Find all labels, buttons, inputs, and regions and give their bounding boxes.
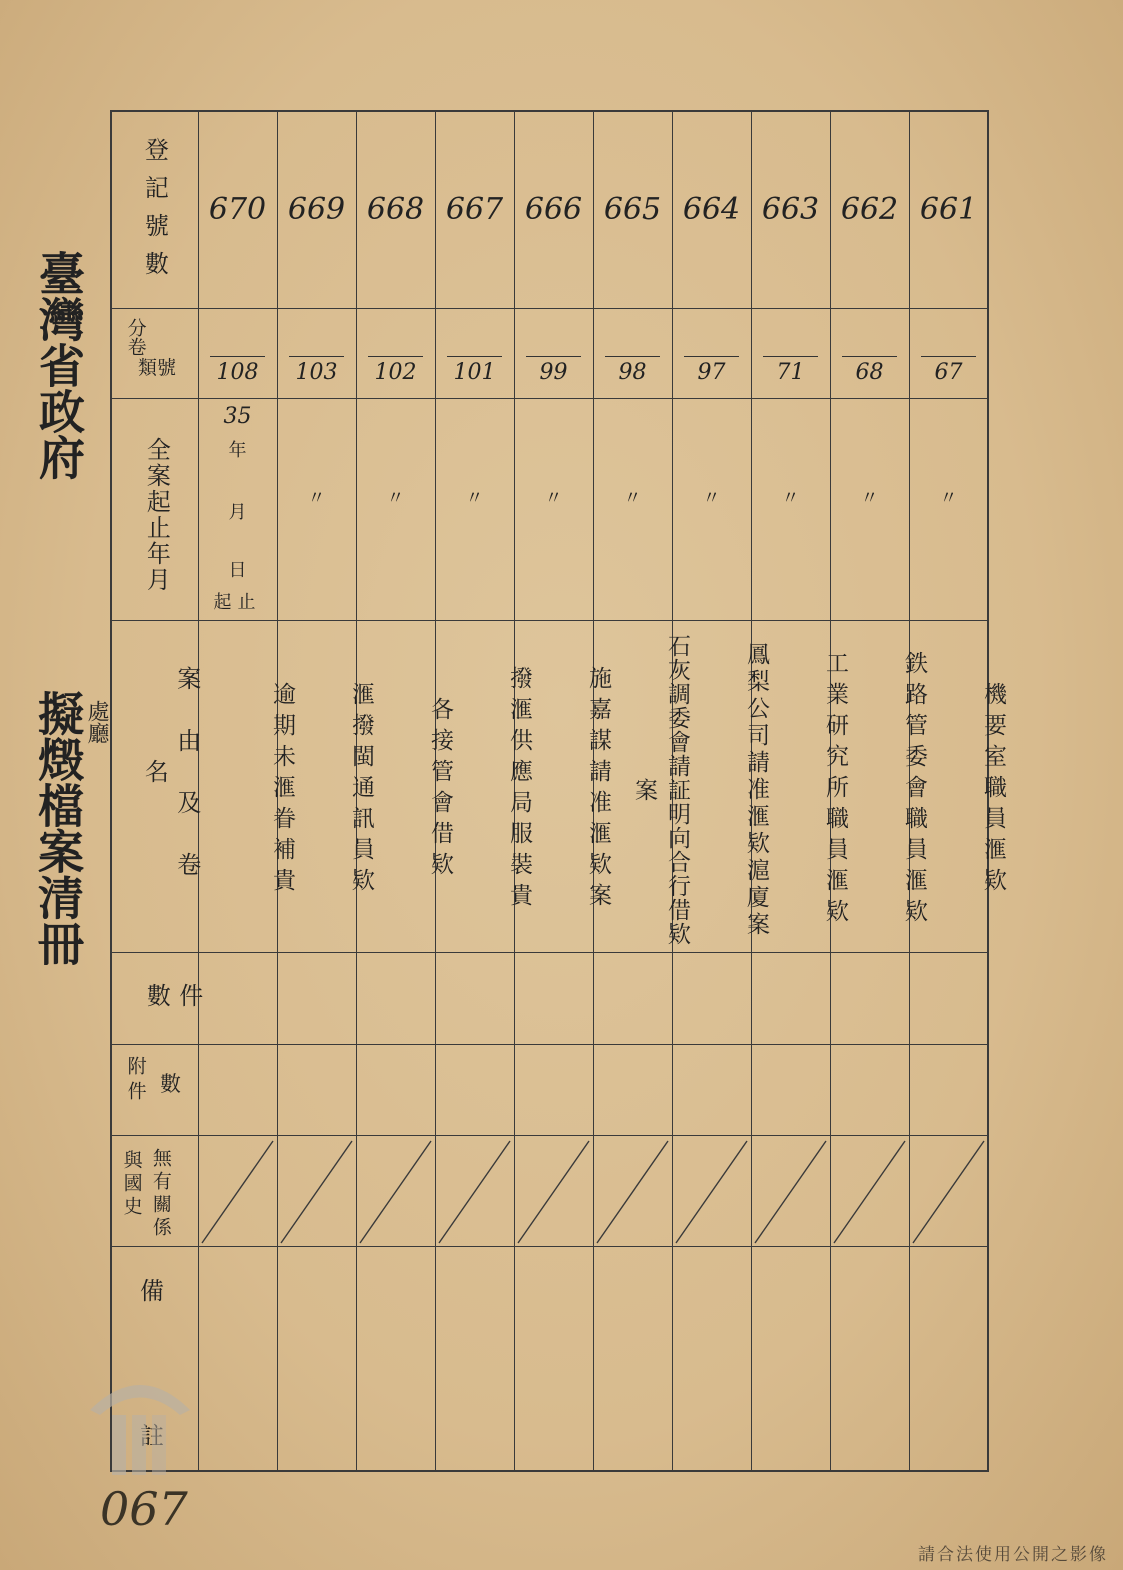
volume-number: 103: [295, 360, 338, 385]
first-date-day: 日: [228, 560, 247, 581]
page-number: 067: [100, 1482, 188, 1536]
classification-bar: [684, 356, 739, 357]
volume-number: 102: [374, 360, 417, 385]
ditto-mark: 〃: [860, 488, 879, 509]
case-title: 工業研究所職員滙欵: [822, 650, 848, 930]
row-divider: [110, 398, 989, 399]
classification-bar: [210, 356, 265, 357]
header-period: 全案起止年月: [142, 437, 171, 593]
volume-number: 97: [697, 360, 726, 385]
header-case-title: 案由及卷名: [140, 666, 201, 914]
row-divider: [110, 1044, 989, 1045]
classification-bar: [447, 356, 502, 357]
header-history-a: 與國史: [120, 1150, 143, 1219]
case-title: 機要室職員滙欵: [980, 681, 1006, 899]
case-title: 各接管會借欵: [427, 697, 453, 883]
ditto-mark: 〃: [781, 488, 800, 509]
classification-bar: [368, 356, 423, 357]
registration-number: 665: [603, 192, 662, 227]
first-date-start-end: 起止: [213, 592, 262, 613]
header-classification-bottom: [122, 356, 192, 382]
row-divider: [110, 620, 989, 621]
registration-number: 667: [445, 192, 504, 227]
case-title: 鉄路管委會職員滙欵: [901, 650, 927, 930]
registration-number: 670: [208, 192, 267, 227]
volume-number: 67: [934, 360, 963, 385]
classification-bar: [526, 356, 581, 357]
volume-number: 68: [855, 360, 884, 385]
ditto-mark: 〃: [386, 488, 405, 509]
classification-bar: [921, 356, 976, 357]
classification-bar: [842, 356, 897, 357]
document-subtitle: 擬燬檔案清冊: [31, 690, 85, 966]
case-title: 施嘉謀請准滙欵案: [585, 666, 611, 914]
not-applicable-slash: [277, 1135, 356, 1246]
not-applicable-slash: [198, 1135, 277, 1246]
volume-number: 98: [618, 360, 647, 385]
not-applicable-slash: [751, 1135, 830, 1246]
registration-number: 664: [682, 192, 741, 227]
footer-copyright-notice: 請合法使用公開之影像: [918, 1545, 1108, 1565]
case-title: 撥滙供應局服裝貴: [506, 666, 532, 914]
registration-number: 662: [840, 192, 899, 227]
header-history-b: 無有關係: [149, 1148, 172, 1240]
registration-number: 663: [761, 192, 820, 227]
not-applicable-slash: [514, 1135, 593, 1246]
volume-number: 99: [539, 360, 568, 385]
classification-bar: [763, 356, 818, 357]
header-attachments-right: 數: [160, 1072, 181, 1096]
row-divider: [110, 1246, 989, 1247]
case-title: 逾期未滙眷補貴: [269, 681, 295, 899]
first-date-year: 年: [228, 440, 247, 461]
header-registration-number: 登記號數: [140, 136, 169, 289]
registration-number: 669: [287, 192, 346, 227]
case-title: 滙撥閩通訊員欵: [348, 681, 374, 899]
registration-number: 666: [524, 192, 583, 227]
header-remark-top: 備: [140, 1277, 164, 1305]
volume-number: 71: [776, 360, 805, 385]
header-count: 件數: [142, 982, 203, 1023]
not-applicable-slash: [356, 1135, 435, 1246]
row-divider: [110, 952, 989, 953]
header-attachments: [112, 1050, 196, 1130]
not-applicable-slash: [593, 1135, 672, 1246]
header-classification: [112, 318, 196, 394]
case-title: 石灰調委會請証明向合行借欵案: [631, 634, 690, 946]
ditto-mark: 〃: [623, 488, 642, 509]
registration-number: 668: [366, 192, 425, 227]
not-applicable-slash: [909, 1135, 988, 1246]
volume-number: 108: [216, 360, 259, 385]
archive-logo-icon: [80, 1370, 200, 1480]
ditto-mark: 〃: [939, 488, 958, 509]
first-date-year-number: 35: [223, 404, 252, 429]
classification-bar: [289, 356, 344, 357]
header-classification-bottom-text: 類號: [137, 357, 176, 379]
classification-bar: [605, 356, 660, 357]
header-attachments-top: 附件: [124, 1056, 147, 1106]
header-classification-top-a: 分卷: [124, 318, 147, 356]
volume-number: 101: [453, 360, 496, 385]
header-national-history: [112, 1140, 196, 1242]
row-divider: [110, 308, 989, 309]
department-label: 處廳: [84, 700, 109, 744]
ditto-mark: 〃: [465, 488, 484, 509]
ditto-mark: 〃: [544, 488, 563, 509]
not-applicable-slash: [672, 1135, 751, 1246]
case-title: 鳳梨公司請准滙欵滬廈案: [743, 641, 769, 939]
not-applicable-slash: [435, 1135, 514, 1246]
first-date-month: 月: [228, 502, 247, 523]
registration-number: 661: [919, 192, 978, 227]
ditto-mark: 〃: [307, 488, 326, 509]
not-applicable-slash: [830, 1135, 909, 1246]
document-title: 臺灣省政府: [32, 250, 86, 480]
ditto-mark: 〃: [702, 488, 721, 509]
